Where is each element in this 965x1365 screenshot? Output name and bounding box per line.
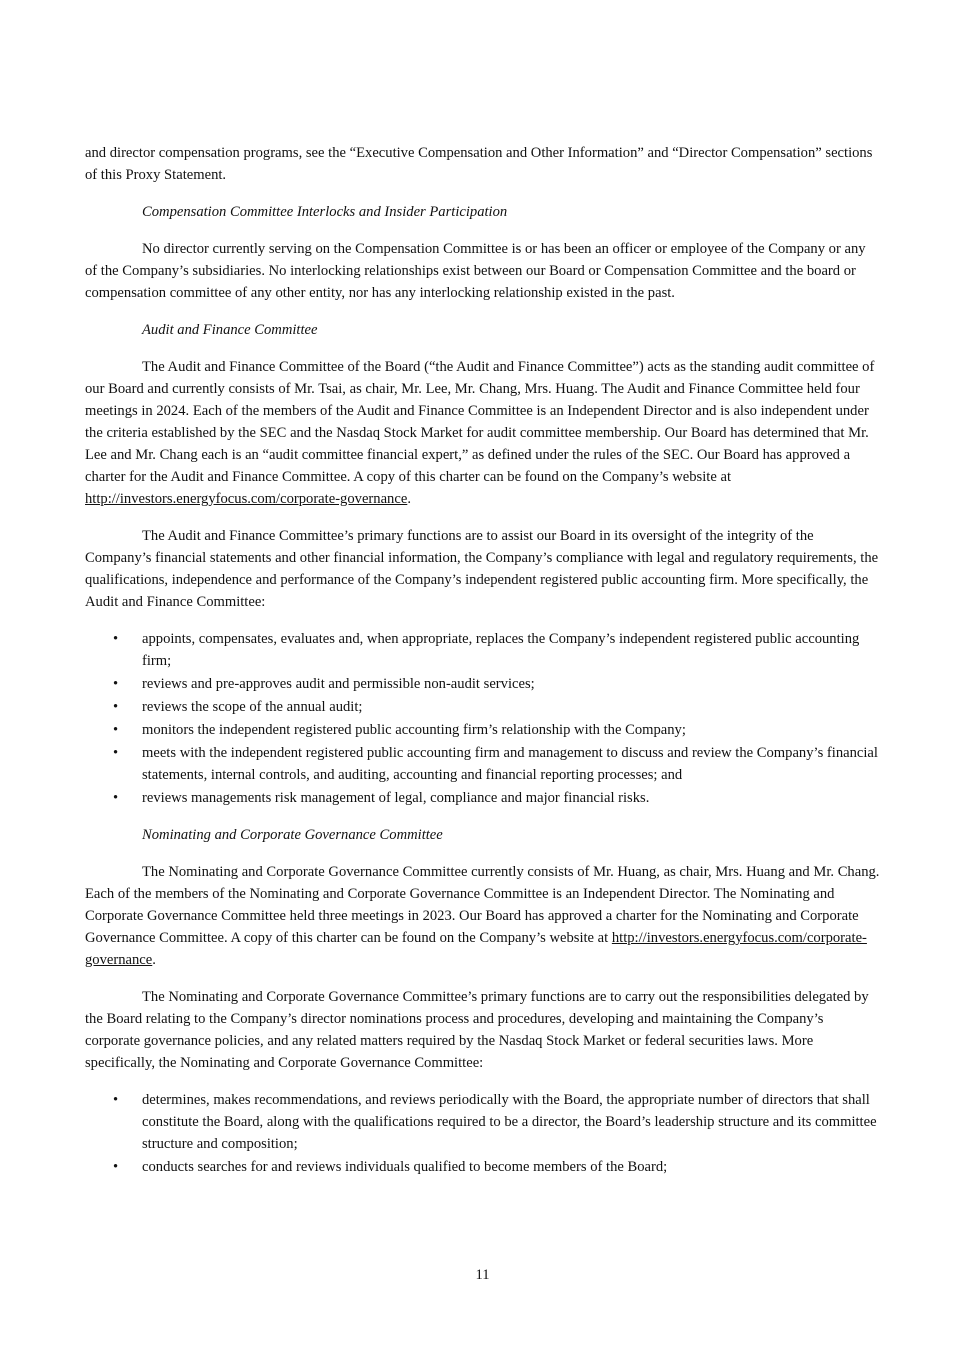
list-item <box>85 1089 881 1155</box>
list-item-text: determines, makes recommendations, and reviews periodically with the Board, the appropriate number of directors that shall constitute the Board, along with the qualifications required to be a director, the Board’s leadership structure and its committee structure and composition; <box>142 1092 877 1152</box>
intro-paragraph: and director compensation programs, see the “Executive Compensation and Other Information” and “Director Compensation” sections of this Proxy Statement. <box>85 145 873 183</box>
list-item-text: monitors the independent registered public accounting firm’s relationship with the Company; <box>142 722 686 738</box>
bullet-icon: • <box>113 1159 119 1175</box>
audit-bullet-list <box>85 628 881 809</box>
list-item-text: appoints, compensates, evaluates and, when appropriate, replaces the Company’s independent registered public accounting firm; <box>142 631 860 669</box>
list-item <box>85 1156 881 1178</box>
audit-paragraph-2: The Audit and Finance Committee’s primary functions are to assist our Board in its oversight of the integrity of the Company’s financial statements and other financial information, the Company’s compliance with legal and regulatory requirements, the qualifications, independence and performance of the Company’s independent registered public accounting firm. More specifically, the Audit and Finance Committee: <box>85 528 879 610</box>
list-item <box>85 628 881 672</box>
nominating-heading: Nominating and Corporate Governance Committee <box>142 827 443 843</box>
nominating-paragraph-1-end: . <box>152 952 156 968</box>
interlocks-heading: Compensation Committee Interlocks and Insider Participation <box>142 204 508 220</box>
list-item-text: reviews the scope of the annual audit; <box>142 699 363 715</box>
bullet-icon: • <box>113 699 119 715</box>
list-item-text: reviews managements risk management of legal, compliance and major financial risks. <box>142 790 650 806</box>
nominating-charter-link[interactable]: http://investors.energyfocus.com/corporate-governance <box>85 930 867 968</box>
list-item <box>85 696 881 718</box>
list-item <box>85 742 881 786</box>
interlocks-paragraph: No director currently serving on the Compensation Committee is or has been an officer or employee of the Company or any of the Company’s subsidiaries. No interlocking relationships exist between our Board or Compensation Committee and the board or compensation committee of any other entity, nor has any interlocking relationship existed in the past. <box>85 241 866 301</box>
nominating-paragraph-2: The Nominating and Corporate Governance Committee’s primary functions are to carry out the responsibilities delegated by the Board relating to the Company’s director nominations process and procedures, developing and maintaining the Company’s corporate governance policies, and any related matters required by the Nasdaq Stock Market or federal securities laws. More specifically, the Nominating and Corporate Governance Committee: <box>85 989 869 1071</box>
nominating-paragraph-1 <box>85 861 881 971</box>
page-number: 11 <box>475 1267 490 1283</box>
list-item-text: meets with the independent registered public accounting firm and management to discuss and review the Company’s financial statements, internal controls, and auditing, accounting and financial reporting processes; and <box>142 745 878 783</box>
list-item-text: reviews and pre-approves audit and permissible non-audit services; <box>142 676 535 692</box>
nominating-bullet-list <box>85 1089 881 1178</box>
list-item <box>85 673 881 695</box>
list-item-text: conducts searches for and reviews individuals qualified to become members of the Board; <box>142 1159 668 1175</box>
audit-paragraph-1 <box>85 356 881 510</box>
audit-heading: Audit and Finance Committee <box>142 322 318 338</box>
list-item <box>85 787 881 809</box>
audit-paragraph-1-end: . <box>407 491 411 507</box>
list-item <box>85 719 881 741</box>
audit-paragraph-1-text: The Audit and Finance Committee of the Board (“the Audit and Finance Committee”) acts as the standing audit committee of our Board and currently consists of Mr. Tsai, as chair, Mr. Lee, Mr. Chang, Mrs. Huang. The Audit and Finance Committee held four meetings in 2024. Each of the members of the Audit and Finance Committee is an Independent Director and is also independent under the criteria established by the SEC and the Nasdaq Stock Market for audit committee membership. Our Board has determined that Mr. Lee and Mr. Chang each is an “audit committee financial expert,” as defined under the rules of the SEC. Our Board has approved a charter for the Audit and Finance Committee. A copy of this charter can be found on the Company’s website at <box>85 359 875 485</box>
bullet-icon: • <box>113 722 119 738</box>
document-page <box>85 142 881 1193</box>
bullet-icon: • <box>113 676 119 692</box>
bullet-icon: • <box>113 790 119 806</box>
audit-charter-link[interactable]: http://investors.energyfocus.com/corporate-governance <box>85 491 408 507</box>
bullet-icon: • <box>113 631 119 647</box>
bullet-icon: • <box>113 745 119 761</box>
nominating-paragraph-1-text: The Nominating and Corporate Governance Committee currently consists of Mr. Huang, as chair, Mrs. Huang and Mr. Chang. Each of the members of the Nominating and Corporate Governance Committee is an Independent Director. The Nominating and Corporate Governance Committee held three meetings in 2023. Our Board has approved a charter for the Nominating and Corporate Governance Committee. A copy of this charter can be found on the Company’s website at <box>85 864 880 946</box>
bullet-icon: • <box>113 1092 119 1108</box>
